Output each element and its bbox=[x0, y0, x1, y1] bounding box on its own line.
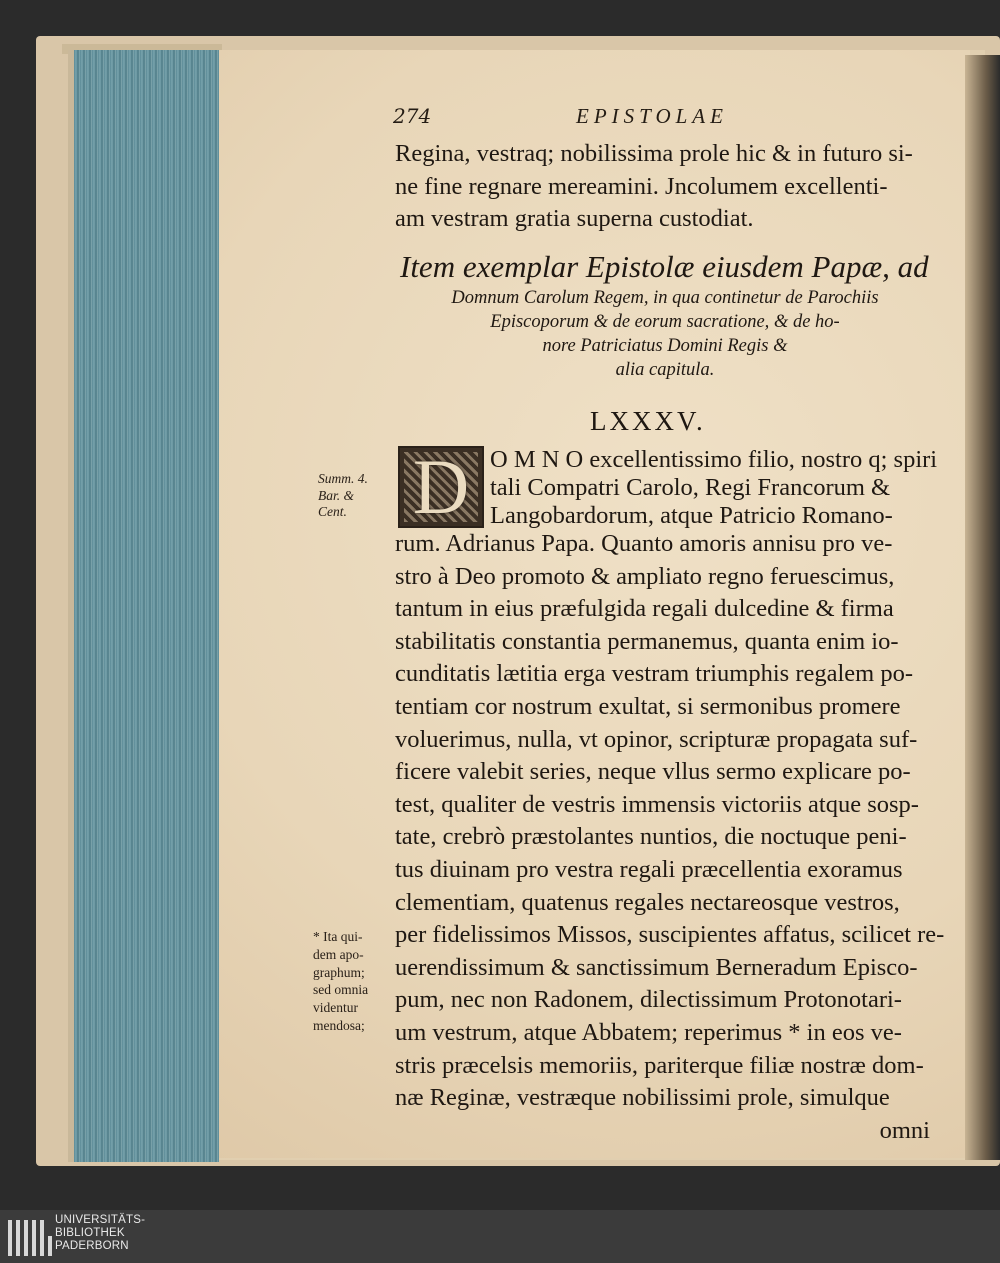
text-line: stris præcelsis memoriis, pariterque filiæ nostræ dom- bbox=[395, 1051, 924, 1079]
note-line: sed omnia bbox=[313, 982, 369, 998]
library-name-line: PADERBORN bbox=[55, 1239, 129, 1252]
text-line: cunditatis lætitia erga vestram triumphis regalem po- bbox=[395, 660, 914, 688]
text-line: am vestram gratia superna custodiat. bbox=[395, 205, 754, 233]
text-line: tali Compatri Carolo, Regi Francorum & bbox=[490, 474, 891, 501]
text-block-opening bbox=[490, 446, 940, 530]
note-line: dem apo- bbox=[313, 946, 364, 962]
text-line: stabilitatis constantia permanemus, quanta enim io- bbox=[395, 627, 899, 655]
title-line: alia capitula. bbox=[615, 360, 715, 380]
note-line: mendosa; bbox=[313, 1017, 365, 1033]
text-line: Langobardorum, atque Patricio Romano- bbox=[490, 502, 893, 529]
decorated-initial bbox=[398, 443, 484, 530]
text-line: clementiam, quatenus regales nectareosque vestros, bbox=[395, 888, 900, 916]
text-line: O M N O excellentissimo filio, nostro q; spiri bbox=[490, 446, 938, 473]
text-line: pum, nec non Radonem, dilectissimum Protonotari- bbox=[395, 986, 902, 1014]
library-name-line: BIBLIOTHEK bbox=[55, 1226, 125, 1239]
text-line: um vestrum, atque Abbatem; reperimus * in eos ve- bbox=[395, 1018, 902, 1046]
title-line: Episcoporum & de eorum sacratione, & de ho- bbox=[490, 312, 840, 332]
text-line: stro à Deo promoto & ampliato regno feruescimus, bbox=[395, 562, 895, 590]
title-line: nore Patriciatus Domini Regis & bbox=[542, 336, 788, 356]
running-title: EPISTOLAE bbox=[576, 104, 728, 128]
text-line: næ Reginæ, vestræque nobilissimi prole, simulque bbox=[395, 1084, 890, 1112]
title-line: Domnum Carolum Regem, in qua continetur de Parochiis bbox=[451, 288, 879, 308]
note-line: videntur bbox=[313, 1000, 358, 1016]
note-line: graphum; bbox=[313, 964, 365, 980]
text-line: ficere valebit series, neque vllus sermo explicare po- bbox=[395, 758, 911, 786]
library-logo-icon bbox=[8, 1216, 52, 1256]
title-line: Item exemplar Epistolæ eiusdem Papæ, ad bbox=[400, 249, 929, 284]
initial-letter: D bbox=[412, 443, 470, 530]
text-line: per fidelissimos Missos, suscipientes affatus, scilicet re- bbox=[395, 921, 945, 949]
text-line: ne fine regnare mereamini. Jncolumem excellenti- bbox=[395, 172, 888, 200]
text-line: rum. Adrianus Papa. Quanto amoris annisu pro ve- bbox=[395, 530, 893, 557]
margin-note-reference bbox=[318, 471, 368, 521]
text-line: tantum in eius præfulgida regali dulcedine & firma bbox=[395, 595, 894, 623]
note-line: Bar. & bbox=[318, 487, 355, 503]
page-number: 274 bbox=[393, 104, 432, 128]
note-line: * Ita qui- bbox=[313, 929, 363, 944]
text-line: omni bbox=[879, 1116, 930, 1144]
page-header bbox=[393, 104, 953, 134]
text-line: voluerimus, nulla, vt opinor, scripturæ propagata suf- bbox=[395, 725, 918, 753]
text-line: test, qualiter de vestris immensis victoriis atque sosp- bbox=[395, 790, 919, 818]
text-line: uerendissimum & sanctissimum Berneradum Episco- bbox=[395, 953, 918, 981]
library-name bbox=[55, 1214, 145, 1252]
text-line: tus diuinam pro vestra regali præcellentia exoramus bbox=[395, 855, 903, 883]
text-block-2 bbox=[395, 528, 945, 1147]
library-footer bbox=[0, 1210, 1000, 1263]
note-line: Cent. bbox=[318, 504, 347, 519]
gutter-shadow bbox=[965, 55, 1000, 1160]
chapter-number: LXXXV. bbox=[590, 406, 706, 436]
letter-title bbox=[365, 248, 965, 382]
note-line: Summ. 4. bbox=[318, 471, 368, 486]
page-edges-left bbox=[68, 50, 219, 1162]
text-line: tentiam cor nostrum exultat, si sermonibus promere bbox=[395, 692, 901, 720]
library-name-line: UNIVERSITÄTS- bbox=[55, 1214, 146, 1226]
text-line: Regina, vestraq; nobilissima prole hic & in futuro si- bbox=[395, 140, 913, 167]
margin-note-footnote bbox=[313, 928, 368, 1035]
text-block-1 bbox=[395, 138, 940, 236]
text-line: tate, crebrò præstolantes nuntios, die noctuque peni- bbox=[395, 823, 907, 851]
